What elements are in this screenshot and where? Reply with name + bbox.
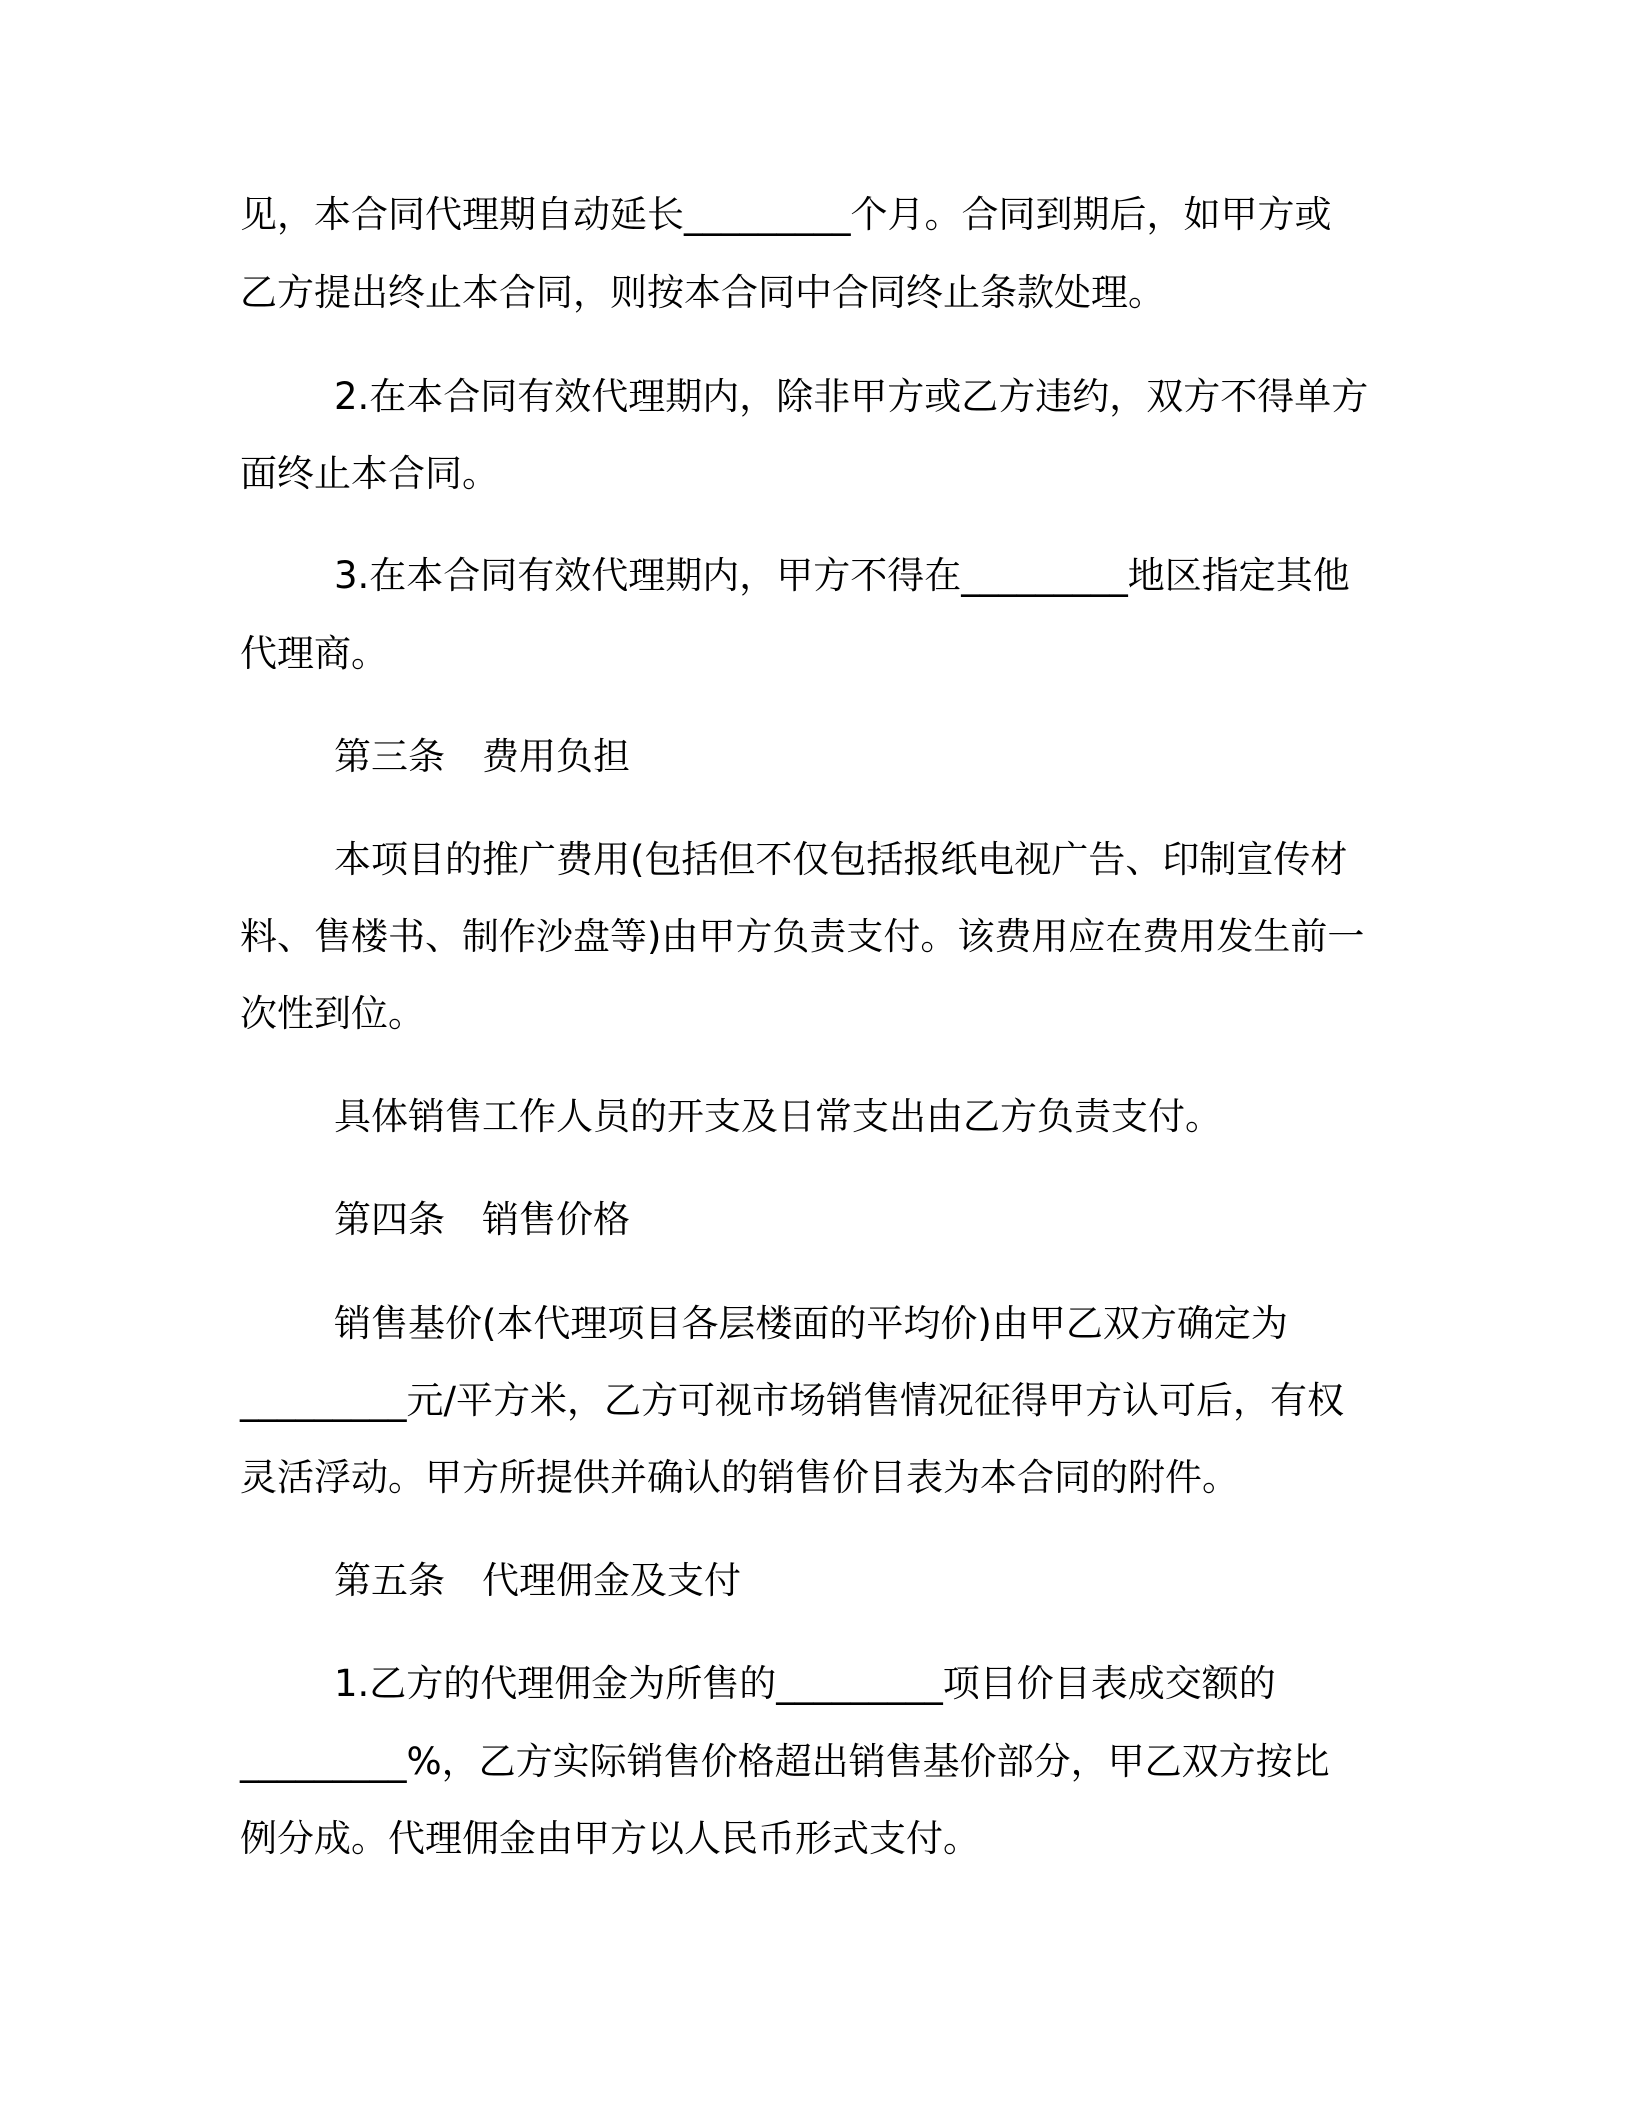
paragraph-line: 本项目的推广费用(包括但不仅包括报纸电视广告、印制宣传材 [334,838,1348,881]
paragraph-line: 例分成。代理佣金由甲方以人民币形式支付。 [240,1817,980,1860]
article-heading: 第四条 销售价格 [334,1198,630,1241]
paragraph-line: 见，本合同代理期自动延长_________个月。合同到期后，如甲方或 [240,193,1332,236]
paragraph-line: _________%，乙方实际销售价格超出销售基价部分，甲乙双方按比 [240,1740,1330,1783]
paragraph-line: 灵活浮动。甲方所提供并确认的销售价目表为本合同的附件。 [240,1456,1239,1499]
paragraph-line: 3.在本合同有效代理期内，甲方不得在_________地区指定其他 [334,554,1350,597]
paragraph-line: _________元/平方米，乙方可视市场销售情况征得甲方认可后，有权 [240,1379,1344,1422]
paragraph-line: 料、售楼书、制作沙盘等)由甲方负责支付。该费用应在费用发生前一 [240,915,1365,958]
paragraph-line: 具体销售工作人员的开支及日常支出由乙方负责支付。 [334,1095,1222,1138]
paragraph-line: 1.乙方的代理佣金为所售的_________项目价目表成交额的 [334,1662,1276,1705]
paragraph-line: 次性到位。 [240,992,425,1035]
article-heading: 第五条 代理佣金及支付 [334,1559,741,1602]
paragraph-line: 销售基价(本代理项目各层楼面的平均价)由甲乙双方确定为 [334,1302,1288,1345]
paragraph-line: 代理商。 [240,632,388,675]
paragraph-line: 面终止本合同。 [240,452,499,495]
article-heading: 第三条 费用负担 [334,735,630,778]
paragraph-line: 乙方提出终止本合同，则按本合同中合同终止条款处理。 [240,271,1165,314]
paragraph-line: 2.在本合同有效代理期内，除非甲方或乙方违约，双方不得单方 [334,375,1369,418]
